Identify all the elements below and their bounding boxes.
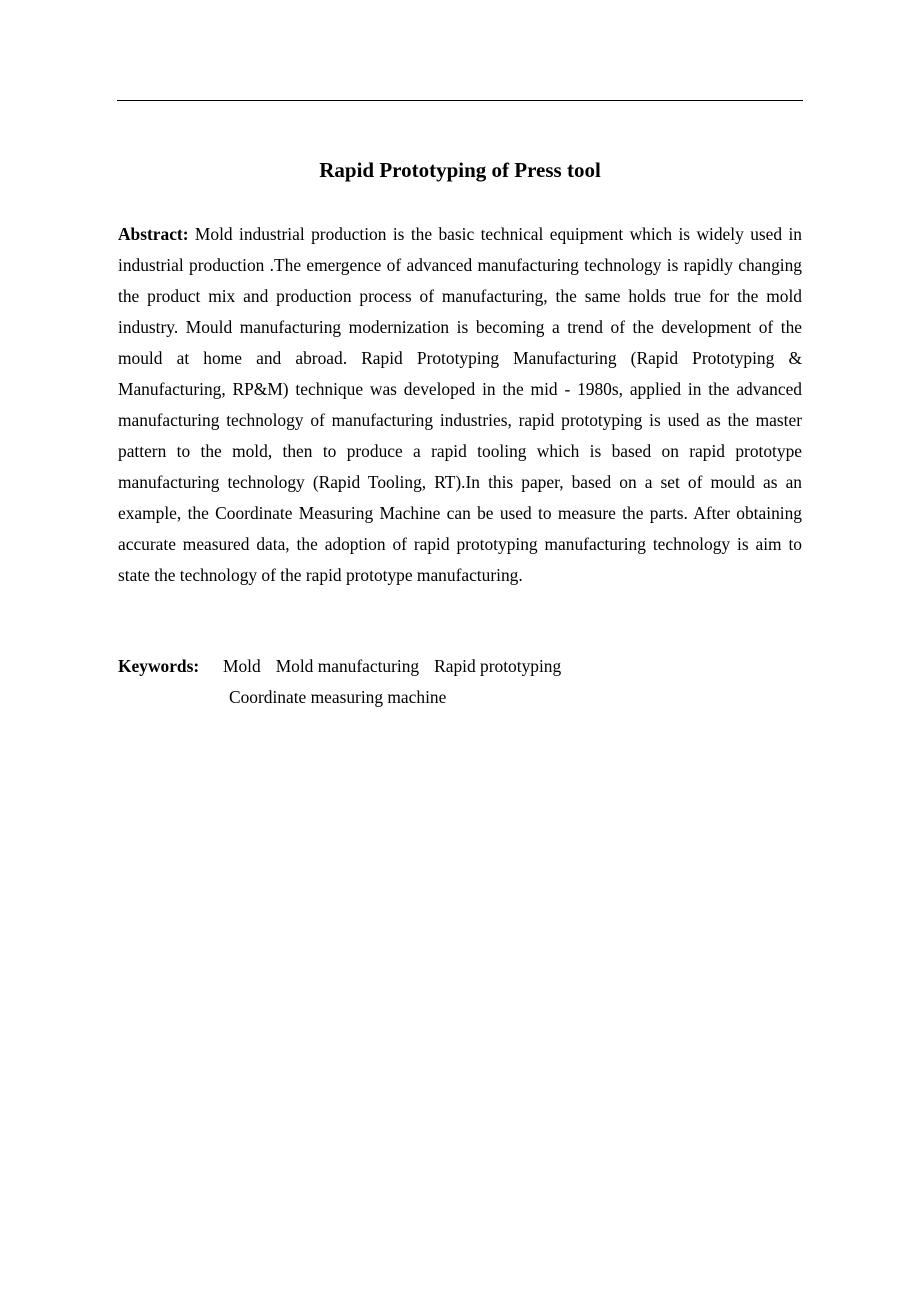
abstract-text: Mold industrial production is the basic technical equipment which is widely used in industrial production .The emergence of advanced manufacturing technology is rapidly changing the product mix and production process of manufacturing, the same holds true for the mold industry. Mould manufacturing modernization is becoming a trend of the development of the mould at home and abroad. Rapid Prototyping Manufacturing (Rapid Prototyping & Manufacturing, RP&M) technique was developed in the mid - 1980s, applied in the advanced manufacturing technology of manufacturing industries, rapid prototyping is used as the master pattern to the mold, then to produce a rapid tooling which is based on rapid prototype manufacturing technology (Rapid Tooling, RT).In this paper, based on a set of mould as an example, the Coordinate Measuring Machine can be used to measure the parts. After obtaining accurate measured data, the adoption of rapid prototyping manufacturing technology is aim to state the technology of the rapid prototype manufacturing.	[118, 224, 802, 585]
keyword-item: Rapid prototyping	[434, 656, 562, 676]
page-title: Rapid Prototyping of Press tool	[319, 158, 601, 182]
keywords-label: Keywords:	[118, 656, 200, 676]
abstract-label: Abstract:	[118, 224, 189, 244]
keyword-item: Mold	[223, 656, 261, 676]
keyword-item: Mold manufacturing	[275, 656, 420, 676]
keywords-line-2	[118, 682, 802, 713]
keyword-item: Coordinate measuring machine	[229, 687, 447, 707]
keywords-line-1	[118, 651, 802, 682]
abstract-paragraph	[118, 219, 802, 591]
header-rule	[117, 100, 803, 101]
keywords-section	[118, 651, 802, 713]
